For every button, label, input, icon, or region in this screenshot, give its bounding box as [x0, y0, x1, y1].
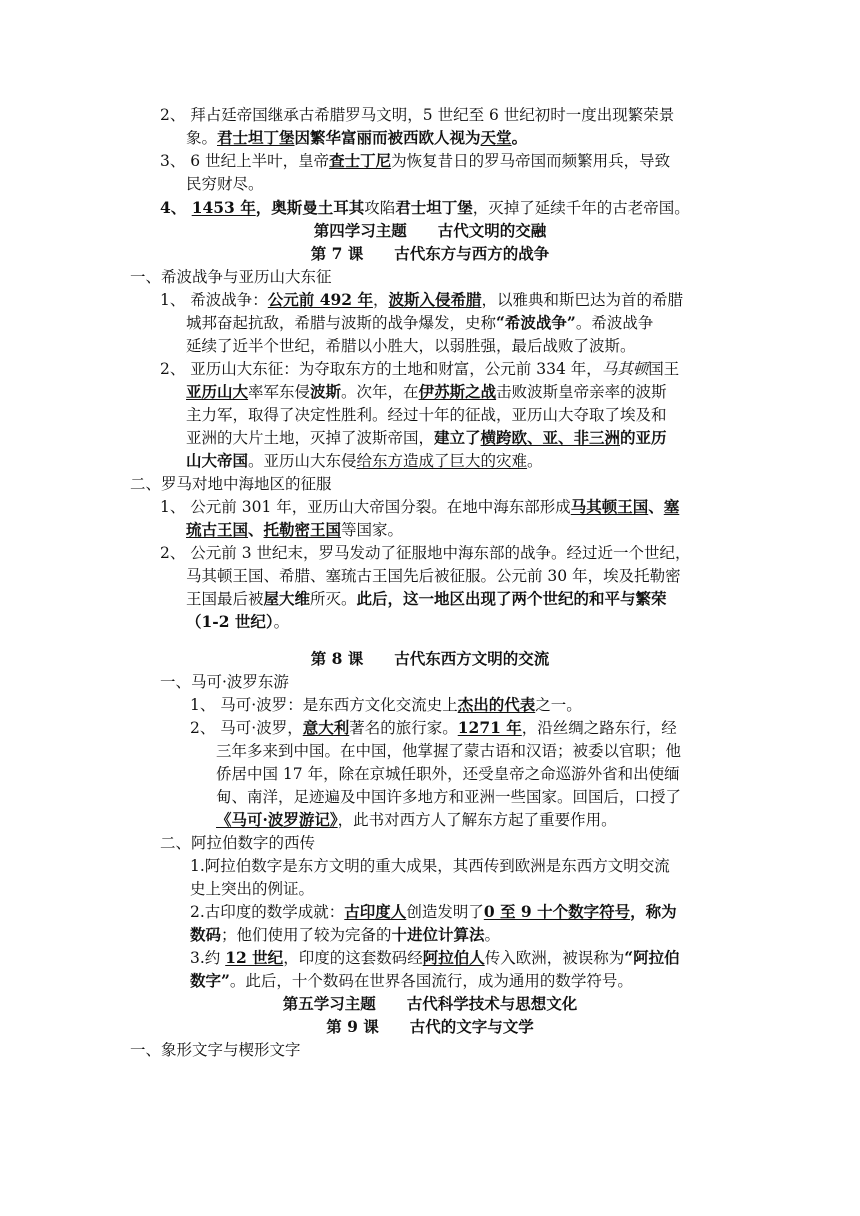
list-item-continuation: 亚洲的大片土地，灭掉了波斯帝国，建立了横跨欧、亚、非三洲的亚历 [186, 428, 667, 447]
lesson-heading: 第 8 课 古代东西方文明的交流 [310, 649, 550, 668]
list-item-continuation: 《马可·波罗游记》，此书对西方人了解东方起了重要作用。 [216, 810, 617, 829]
list-item-continuation: 甸、南洋，足迹遍及中国许多地方和亚洲一些国家。回国后，口授了 [216, 788, 682, 806]
list-item: 1、 公元前 301 年，亚历山大帝国分裂。在地中海东部形成马其顿王国、塞 [160, 497, 680, 516]
list-item: 2、 拜占廷帝国继承古希腊罗马文明，5 世纪至 6 世纪初时一度出现繁荣景 [160, 106, 675, 124]
list-item-continuation: 象。君士坦丁堡因繁华富丽而被西欧人视为天堂。 [186, 128, 528, 147]
section-heading: 一、象形文字与楔形文字 [130, 1041, 301, 1059]
list-item-continuation: 马其顿王国、希腊、塞琉古王国先后被征服。公元前 30 年，埃及托勒密 [186, 567, 681, 585]
list-item-continuation: 侨居中国 17 年，除在京城任职外，还受皇帝之命巡游外省和出使缅 [216, 765, 680, 783]
list-item: 1、 马可·波罗：是东西方文化交流史上杰出的代表之一。 [190, 695, 582, 714]
section-heading: 二、罗马对地中海地区的征服 [130, 475, 332, 493]
list-item-continuation: 史上突出的例证。 [190, 880, 315, 898]
list-item: 2、 亚历山大东征：为夺取东方的土地和财富，公元前 334 年，马其顿国王 [160, 360, 680, 378]
list-item-continuation: 主力军，取得了决定性胜利。经过十年的征战，亚历山大夺取了埃及和 [186, 406, 667, 424]
list-item: 2.古印度的数学成就：古印度人创造发明了0 至 9 十个数字符号，称为 [190, 902, 677, 921]
list-item: 2、 马可·波罗，意大利著名的旅行家。1271 年，沿丝绸之路东行，经 [190, 718, 677, 737]
list-item-continuation: 城邦奋起抗敌，希腊与波斯的战争爆发，史称“希波战争”。希波战争 [186, 313, 654, 332]
lesson-heading: 第 9 课 古代的文字与文学 [326, 1017, 534, 1036]
list-item: 3、 6 世纪上半叶，皇帝查士丁尼为恢复昔日的罗马帝国而频繁用兵，导致 [160, 151, 671, 170]
list-item-continuation: 王国最后被屋大维所灭。此后，这一地区出现了两个世纪的和平与繁荣 [186, 589, 667, 608]
theme-heading: 第四学习主题 古代文明的交融 [313, 221, 547, 240]
list-item-continuation: （1-2 世纪）。 [186, 612, 290, 631]
list-item-continuation: 亚历山大率军东侵波斯。次年，在伊苏斯之战击败波斯皇帝亲率的波斯 [186, 382, 667, 401]
list-item-continuation: 山大帝国。亚历山大东侵给东方造成了巨大的灾难。 [186, 451, 543, 470]
theme-heading: 第五学习主题 古代科学技术与思想文化 [282, 994, 578, 1013]
list-item-continuation: 延续了近半个世纪，希腊以小胜大，以弱胜强，最后战败了波斯。 [186, 337, 636, 355]
list-item-continuation: 三年多来到中国。在中国，他掌握了蒙古语和汉语；被委以官职；他 [216, 742, 682, 760]
list-item: 2、 公元前 3 世纪末，罗马发动了征服地中海东部的战争。经过近一个世纪， [160, 544, 691, 562]
list-item: 1、 希波战争：公元前 492 年，波斯入侵希腊，以雅典和斯巴达为首的希腊 [160, 290, 683, 309]
section-heading: 二、阿拉伯数字的西传 [160, 834, 316, 852]
list-item: 3.约 12 世纪，印度的这套数码经阿拉伯人传入欧洲，被误称为“阿拉伯 [190, 948, 680, 967]
list-item-continuation: 民穷财尽。 [186, 175, 264, 193]
lesson-heading: 第 7 课 古代东方与西方的战争 [310, 244, 550, 263]
list-item-continuation: 数字”。此后，十个数码在世界各国流行，成为通用的数学符号。 [190, 971, 633, 990]
section-heading: 一、希波战争与亚历山大东征 [130, 268, 332, 286]
list-item-continuation: 数码；他们使用了较为完备的十进位计算法。 [190, 925, 501, 944]
section-heading: 一、马可·波罗东游 [160, 673, 289, 691]
list-item: 4、 1453 年，奥斯曼土耳其攻陷君士坦丁堡，灭掉了延续千年的古老帝国。 [160, 198, 690, 217]
list-item: 1.阿拉伯数字是东方文明的重大成果，其西传到欧洲是东西方文明交流 [190, 857, 670, 875]
list-item-continuation: 琉古王国、托勒密王国等国家。 [186, 520, 404, 539]
